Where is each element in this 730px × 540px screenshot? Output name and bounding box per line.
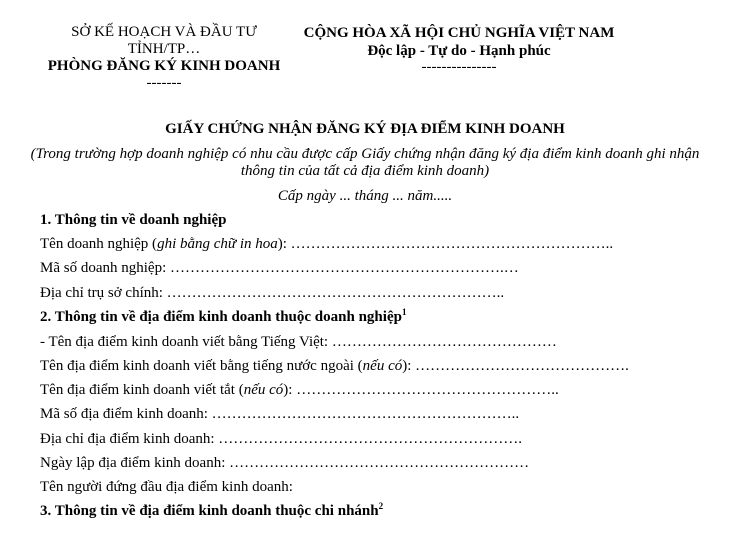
location-name-short-label: Tên địa điểm kinh doanh viết tắt ( — [40, 382, 244, 398]
location-code-line: Mã số địa điểm kinh doanh: …………………………………………………….. — [40, 406, 520, 422]
header-left — [30, 24, 298, 92]
location-name-short-note: nếu có — [243, 382, 284, 398]
section2-heading — [40, 309, 406, 326]
office-name: PHÒNG ĐĂNG KÝ KINH DOANH — [47, 58, 281, 74]
section1-heading: 1. Thông tin về doanh nghiệp — [40, 212, 227, 228]
location-date-line: Ngày lập địa điểm kinh doanh: …………………………………………………… — [40, 455, 530, 471]
company-name-dots: ): ……………………………………………………….. — [277, 236, 614, 252]
location-name-short-line — [40, 382, 559, 399]
tax-code-line: Mã số doanh nghiệp: ………………………………………………………….… — [40, 260, 519, 276]
location-name-vn-line: - Tên địa điểm kinh doanh viết bằng Tiếng Việt: ……………………………………… — [40, 334, 557, 350]
section2-heading-text: 2. Thông tin về địa điểm kinh doanh thuộc doanh nghiệp — [40, 309, 402, 325]
issued-date: Cấp ngày ... tháng ... năm..... — [277, 188, 453, 204]
section3-footnote-mark: 2 — [378, 501, 384, 511]
company-name-line — [40, 236, 613, 253]
section2-footnote-mark: 1 — [401, 307, 407, 317]
agency-name: SỞ KẾ HOẠCH VÀ ĐẦU TƯ — [71, 24, 257, 40]
country-name: CỘNG HÒA XÃ HỘI CHỦ NGHĨA VIỆT NAM — [303, 25, 615, 41]
document-title: GIẤY CHỨNG NHẬN ĐĂNG KÝ ĐỊA ĐIỂM KINH DOANH — [165, 121, 565, 137]
location-name-short-dots: ): …………………………………………….. — [283, 382, 559, 398]
province-name: TỈNH/TP… — [127, 41, 201, 57]
section3-heading — [40, 503, 383, 520]
document-subtitle: (Trong trường hợp doanh nghiệp có nhu cầu được cấp Giấy chứng nhận đăng ký địa điểm kinh doanh ghi nhận thông tin của tất cả địa điểm kinh doanh) — [30, 146, 700, 179]
location-address-line: Địa chỉ địa điểm kinh doanh: ……………………………………………………. — [40, 431, 523, 447]
location-name-foreign-note: nếu có — [362, 358, 403, 374]
location-name-foreign-dots: ): ……………………………………. — [402, 358, 629, 374]
location-head-person-line: Tên người đứng đầu địa điểm kinh doanh: — [40, 479, 293, 495]
location-name-foreign-label: Tên địa điểm kinh doanh viết bằng tiếng nước ngoài ( — [40, 358, 363, 374]
location-name-foreign-line — [40, 358, 629, 375]
section3-heading-text: 3. Thông tin về địa điểm kinh doanh thuộc chi nhánh — [40, 503, 379, 519]
header-right — [290, 24, 628, 74]
company-name-note: ghi bằng chữ in hoa — [157, 236, 278, 252]
national-motto: Độc lập - Tự do - Hạnh phúc — [367, 43, 551, 59]
header-right-dash: --------------- — [421, 59, 497, 75]
head-office-address-line: Địa chỉ trụ sở chính: ………………………………………………………….. — [40, 285, 505, 301]
company-name-label: Tên doanh nghiệp ( — [40, 236, 158, 252]
header-left-dash: ------- — [146, 75, 182, 91]
